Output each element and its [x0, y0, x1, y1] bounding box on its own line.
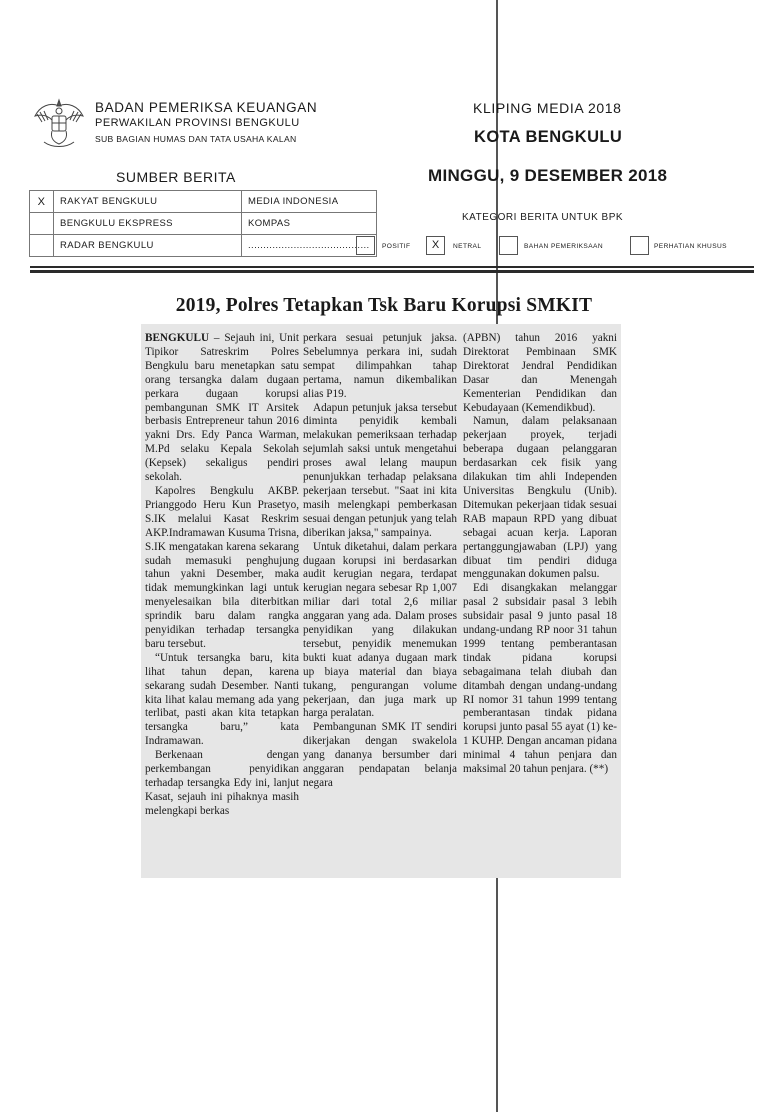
- source-name: MEDIA INDONESIA: [242, 191, 377, 213]
- category-label: POSITIF: [382, 243, 411, 250]
- article-paragraph: “Untuk tersangka baru, kita lihat tahun depan, karena sekarang sudah Desember. Nanti kita lihat kalau memang ada yang terlibat, pasti akan kita tetapkan tersangka baru,” kata Indramawan.: [145, 651, 299, 748]
- category-checkbox-bahan-pemeriksaan[interactable]: [499, 236, 518, 255]
- source-row: [30, 191, 377, 213]
- clipping-title: KLIPING MEDIA 2018: [473, 100, 622, 116]
- article-paragraph: Adapun petunjuk jaksa tersebut diminta penyidik kembali melakukan pemeriksaan terhadap sejumlah saksi untuk mengetahui proses awal lelang maupun penunjukkan terhadap pelaksana pekerjaan tersebut. "Saat ini kita masih melengkapi pemberkasan sesuai dengan petunjuk yang telah diberikan jaksa," sampainya.: [303, 401, 457, 539]
- source-name: RADAR BENGKULU: [54, 235, 242, 257]
- city-title: KOTA BENGKULU: [474, 128, 623, 146]
- article-paragraph: Untuk diketahui, dalam perkara dugaan korupsi ini berdasarkan audit kerugian negara, terdapat kerugian negara sebesar Rp 1,007 miliar dari total 2,6 miliar anggaran yang ada. Dalam proses penyidikan yang dilakukan tersebut, penyidik menemukan bukti kuat adanya dugaan mark up biaya material dan biaya tukang, pengurangan volume pekerjaan, dan juga mark up harga peralatan.: [303, 540, 457, 720]
- source-name-blank: ........................................: [242, 235, 377, 257]
- category-checkbox-netral[interactable]: X: [426, 236, 445, 255]
- source-checkbox[interactable]: X: [30, 191, 54, 213]
- article-dateline: BENGKULU: [145, 332, 210, 344]
- article-paragraph: Namun, dalam pelaksanaan pekerjaan proyek, terjadi beberapa dugaan pelanggaran berdasarkan cek fisik yang dilakukan tim ahli Independen Universitas Bengkulu (Unib). Ditemukan pekerjaan tidak sesuai RAB mapaun RPD yang dibuat sebagai acuan kerja. Laporan pertanggungjawaban (LPJ) yang dibuat tim pendiri diduga menggunakan dokumen palsu.: [463, 415, 617, 581]
- org-name: BADAN PEMERIKSA KEUANGAN: [95, 100, 318, 115]
- category-label: BAHAN PEMERIKSAAN: [524, 243, 603, 250]
- article-paragraph: Berkenaan dengan perkembangan penyidikan terhadap tersangka Edy ini, lanjut Kasat, sejauh ini pihaknya masih melengkapi berkas: [145, 749, 299, 817]
- article-paragraph: Kapolres Bengkulu AKBP. Prianggodo Heru Kun Prasetyo, S.IK melalui Kasat Reskrim AKP.Indramawan Kusuma Trisna, S.IK mengatakan karena sekarang sudah memasuki penghujung tahun yakni Desember, maka tidak memungkinkan lagi untuk menyelesaikan bila diterbitkan sprindik baru dalam rangka penyidikan terhadap tersangka baru tersebut.: [145, 484, 299, 650]
- source-name: RAKYAT BENGKULU: [54, 191, 242, 213]
- source-checkbox[interactable]: [30, 235, 54, 257]
- org-branch: PERWAKILAN PROVINSI BENGKULU: [95, 117, 300, 129]
- source-checkbox[interactable]: [30, 213, 54, 235]
- org-subdivision: SUB BAGIAN HUMAS DAN TATA USAHA KALAN: [95, 134, 297, 144]
- article-paragraph: Edi disangkakan melanggar pasal 2 subsidair pasal 3 lebih subsidair pasal 9 junto pasal 18 undang-undang RP noor 31 tahun 1999 tentang pemberantasan tindak pidana korupsi sebagaimana telah diubah dan ditambah dengan undang-undang RI nomor 31 tahun 1999 tentang pemberantasan tindak pidana korupsi junto pasal 55 ayat (1) ke-1 KUHP. Dengan ancaman pidana minimal 4 tahun penjara dan maksimal 20 tahun penjara. (**): [463, 582, 617, 776]
- article-paragraph: BENGKULU – Sejauh ini, Unit Tipikor Satreskrim Polres Bengkulu baru menetapkan satu orang tersangka dalam dugaan perkara dugaan korupsi pembangunan SMK IT Arsitek berbasis Entrepreneur tahun 2016 yakni Drs. Edy Panca Warman, M.Pd selaku Kepala Sekolah (Kepsek) sekaligus pendiri sekolah.: [145, 332, 299, 484]
- source-row: [30, 235, 377, 257]
- category-label: PERHATIAN KHUSUS: [654, 243, 727, 250]
- source-name: BENGKULU EKSPRESS: [54, 213, 242, 235]
- clipping-date: MINGGU, 9 DESEMBER 2018: [428, 166, 668, 185]
- garuda-emblem-icon: [30, 92, 88, 152]
- source-name: KOMPAS: [242, 213, 377, 235]
- header-divider: [30, 266, 754, 268]
- article-headline: 2019, Polres Tetapkan Tsk Baru Korupsi SMKIT: [175, 295, 593, 316]
- source-section-title: SUMBER BERITA: [116, 169, 236, 185]
- category-checkbox-perhatian-khusus[interactable]: [630, 236, 649, 255]
- article-column-1: [145, 332, 299, 819]
- category-section-title: KATEGORI BERITA UNTUK BPK: [462, 212, 624, 223]
- category-label: NETRAL: [453, 243, 482, 250]
- category-checkbox-positif[interactable]: [356, 236, 375, 255]
- article-column-3: [463, 332, 617, 777]
- header-divider: [30, 270, 754, 273]
- source-row: [30, 213, 377, 235]
- source-table: [29, 190, 377, 257]
- article-paragraph: Pembangunan SMK IT sendiri dikerjakan dengan swakelola yang dananya bersumber dari anggaran pendapatan belanja negara: [303, 721, 457, 789]
- article-paragraph: perkara sesuai petunjuk jaksa. Sebelumnya perkara ini, sudah sempat dilimpahkan tahap pertama, namun dikembalikan alias P19.: [303, 332, 457, 400]
- article-column-2: [303, 332, 457, 791]
- article-paragraph: (APBN) tahun 2016 yakni Direktorat Pembinaan SMK Direktorat Jendral Pendidikan Dasar dan Menengah Kementerian Pendidikan dan Kebudayaan (Kemendikbud).: [463, 332, 617, 414]
